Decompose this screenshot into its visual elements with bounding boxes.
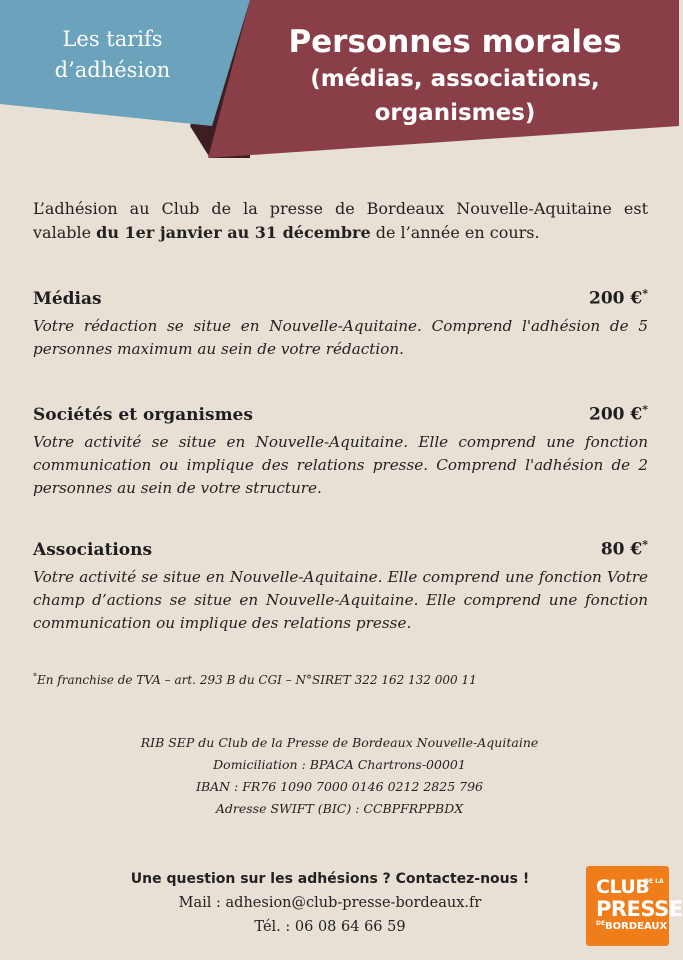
page-subtitle: (médias, associations, organismes): [310, 66, 600, 126]
rib-line-3: IBAN : FR76 1090 7000 0146 0212 2825 796: [196, 779, 483, 794]
rib-line-2: Domiciliation : BPACA Chartrons-00001: [213, 757, 466, 772]
club-presse-logo: [586, 866, 683, 946]
logo-de: DE: [596, 920, 606, 927]
tag-line-1: Les tarifs: [62, 27, 163, 51]
price-mark: *: [642, 403, 648, 416]
section-name: Sociétés et organismes: [33, 404, 253, 425]
section-medias: [33, 287, 648, 361]
header-tag: [20, 24, 205, 86]
price-value: 200 €: [589, 288, 643, 309]
page-title: Personnes morales: [288, 24, 622, 60]
contact-block: [0, 867, 660, 939]
price-mark: *: [642, 287, 648, 300]
footnote-mark: *: [33, 672, 37, 681]
section-header: [33, 287, 648, 309]
section-header: [33, 403, 648, 425]
intro-text-before: L’adhésion au Club de la presse de Bordeaux Nouvelle-Aquitaine est valable: [33, 199, 648, 242]
bank-details: [0, 732, 679, 820]
section-price: [601, 538, 648, 560]
section-description: Votre activité se situe en Nouvelle-Aquitaine. Elle comprend une fonction communication ou implique des relations presse. Comprend l'adhésion de 2 personnes au sein de votre structure.: [33, 432, 648, 497]
price-mark: *: [642, 538, 648, 551]
section-header: [33, 538, 648, 560]
section-associations: [33, 538, 648, 635]
price-value: 80 €: [600, 539, 643, 560]
section-price: [589, 287, 648, 309]
section-name: Médias: [33, 288, 102, 309]
vat-footnote: [33, 672, 648, 687]
contact-mail[interactable]: Mail : adhesion@club-presse-bordeaux.fr: [178, 895, 482, 911]
section-societes: [33, 403, 648, 500]
section-description: Votre activité se situe en Nouvelle-Aquitaine. Elle comprend une fonction Votre champ d’actions se situe en Nouvelle-Aquitaine. Elle comprend une fonction communication ou implique des relations presse.: [33, 567, 648, 632]
logo-presse: PRESSE: [596, 897, 683, 921]
section-price: [589, 403, 648, 425]
logo-bordeaux: BORDEAUX: [605, 921, 668, 932]
logo-club: CLUB: [596, 876, 650, 898]
intro-text-bold: du 1er janvier au 31 décembre: [96, 223, 371, 242]
page-title-block: [240, 22, 670, 130]
contact-phone[interactable]: Tél. : 06 08 64 66 59: [254, 919, 406, 935]
section-description: Votre rédaction se situe en Nouvelle-Aquitaine. Comprend l'adhésion de 5 personnes maximum au sein de votre rédaction.: [33, 316, 648, 358]
section-name: Associations: [33, 539, 153, 560]
price-value: 200 €: [589, 404, 643, 425]
footnote-text: En franchise de TVA – art. 293 B du CGI – N°SIRET 322 162 132 000 11: [37, 673, 477, 687]
contact-question: Une question sur les adhésions ? Contactez-nous !: [130, 871, 530, 887]
rib-line-4: Adresse SWIFT (BIC) : CCBPFRPPBDX: [215, 801, 464, 816]
intro-paragraph: [33, 197, 648, 245]
intro-text-after: de l’année en cours.: [370, 223, 540, 242]
tag-line-2: d’adhésion: [54, 58, 171, 82]
rib-line-1: RIB SEP du Club de la Presse de Bordeaux Nouvelle-Aquitaine: [140, 735, 539, 750]
logo-de-la: DE LA: [644, 878, 664, 885]
